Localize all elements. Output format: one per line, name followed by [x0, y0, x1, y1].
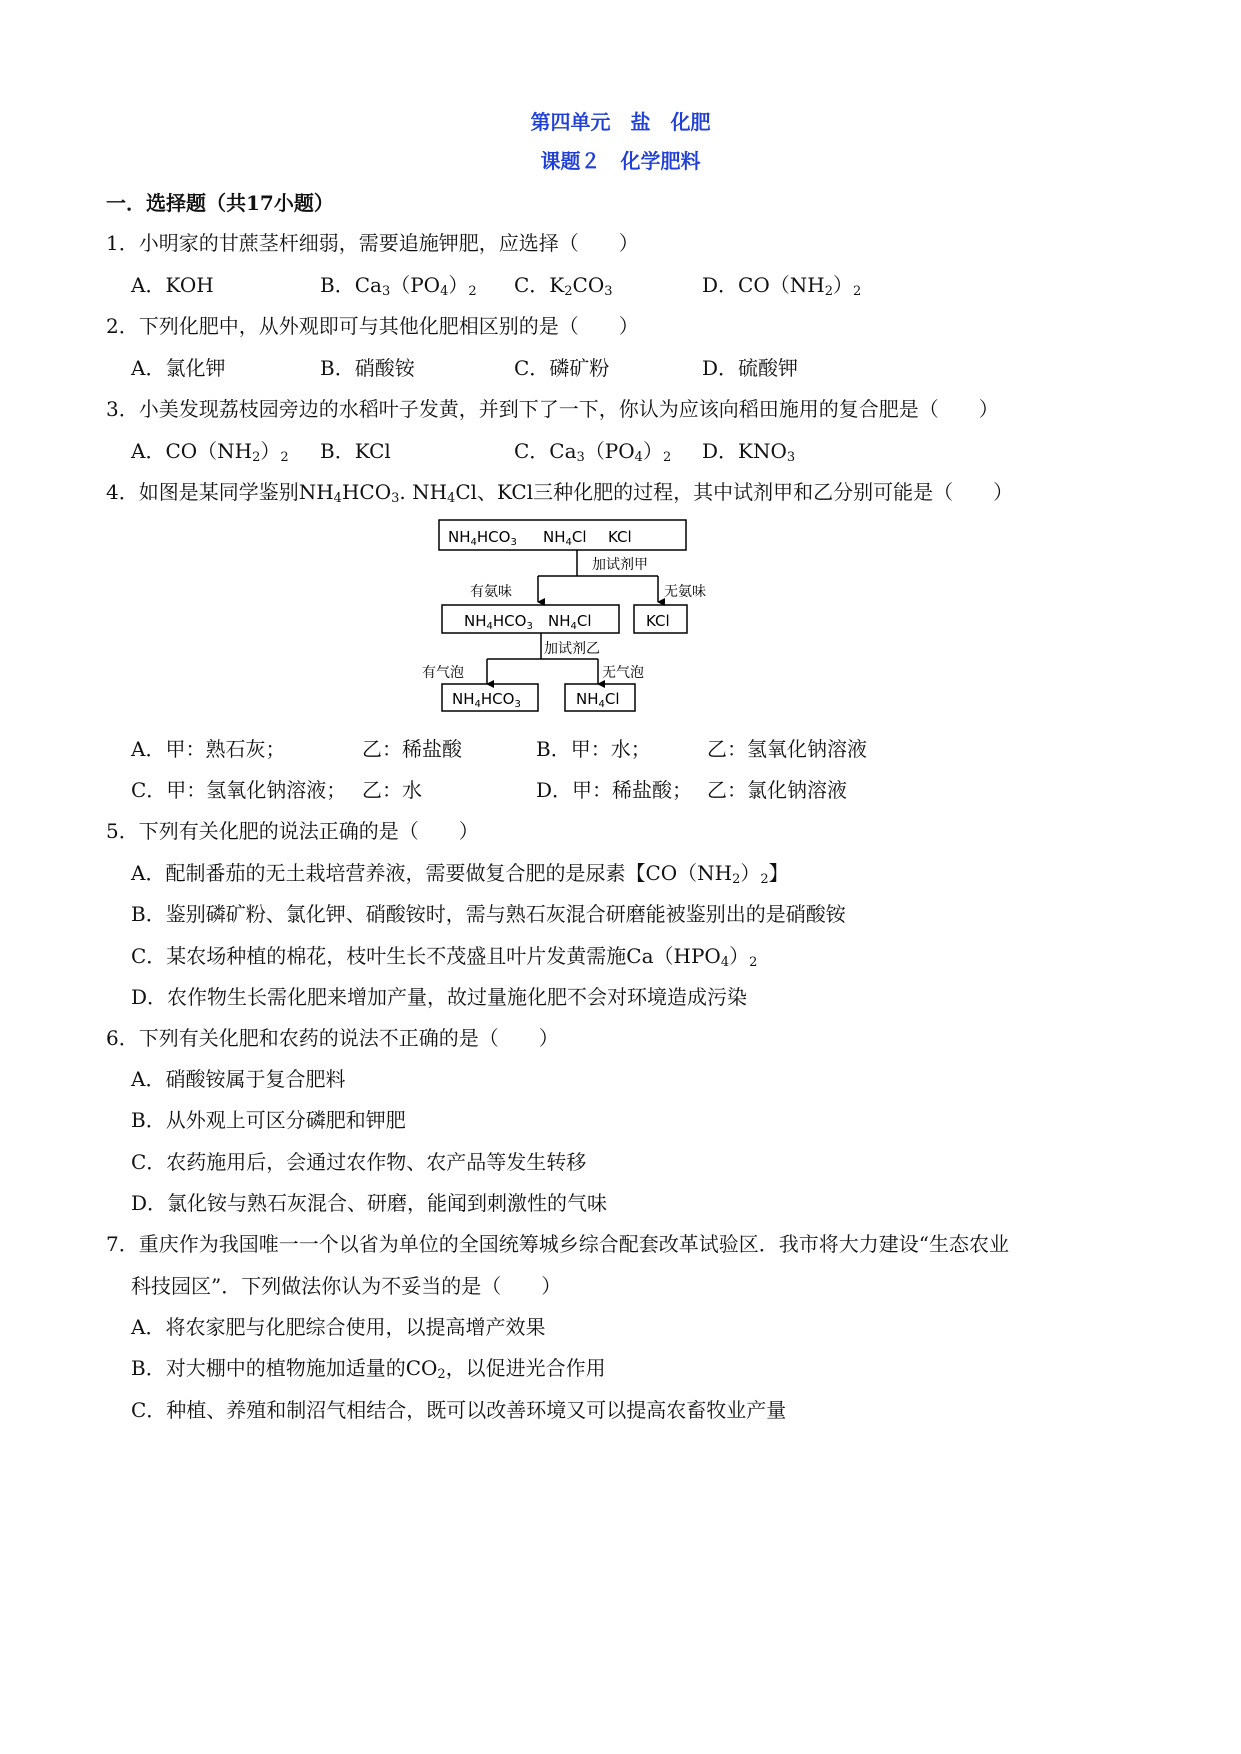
q4-option-c: C．甲：氢氧化钠溶液； 乙：水 [131, 778, 422, 802]
flow-label-ammonia: 有氨味 [470, 584, 512, 600]
question-1-stem: 1．小明家的甘蔗茎杆细弱，需要追施钾肥，应选择（ ） [106, 231, 639, 255]
q4-option-d: D．甲：稀盐酸； 乙：氯化钠溶液 [536, 778, 847, 802]
q2-option-b: B．硝酸铵 [320, 356, 415, 380]
q7-option-a: A．将农家肥与化肥综合使用，以提高增产效果 [131, 1315, 546, 1339]
q2-option-a: A．氯化钾 [131, 356, 226, 380]
question-6-stem: 6．下列有关化肥和农药的说法不正确的是（ ） [106, 1026, 559, 1050]
unit-title: 第四单元 盐 化肥 [530, 110, 711, 134]
flow-bottom-nh4cl: $NH_4Cl$ [576, 690, 620, 710]
q2-option-c: C．磷矿粉 [514, 356, 610, 380]
q3-option-a: A．$CO(NH_2)_2$ [131, 439, 289, 465]
q6-option-d: D．氯化铵与熟石灰混合、研磨，能闻到刺激性的气味 [131, 1191, 608, 1215]
q3-option-c: C．$Ca_3(PO_4)_2$ [514, 439, 672, 465]
q1-option-c: C．$K_2CO_3$ [514, 273, 613, 299]
question-7-stem-line-2: 科技园区”．下列做法你认为不妥当的是（ ） [131, 1274, 562, 1298]
q6-option-c: C．农药施用后，会通过农作物、农产品等发生转移 [131, 1150, 587, 1174]
q4-option-a: A．甲：熟石灰； 乙：稀盐酸 [131, 737, 462, 761]
q1-option-a: A．KOH [131, 273, 214, 297]
flow-mid-nh4cl: $NH_4Cl$ [548, 612, 592, 632]
flow-label-no-ammonia: 无氨味 [664, 584, 706, 600]
q1-option-d: D．$CO(NH_2)_2$ [702, 273, 862, 299]
q4-option-b: B．甲：水； 乙：氢氧化钠溶液 [536, 737, 867, 761]
question-5-stem: 5．下列有关化肥的说法正确的是（ ） [106, 819, 479, 843]
question-7-stem-line-1: 7．重庆作为我国唯一一个以省为单位的全国统筹城乡综合配套改革试验区．我市将大力建设“生态农业 [106, 1232, 1009, 1256]
flow-top-nh4cl: $NH_4Cl$ [543, 528, 587, 548]
section-title: 一．选择题（共17小题） [106, 191, 334, 215]
flow-top-kcl: KCl [608, 528, 632, 546]
flow-bottom-nh4hco3: $NH_4HCO_3$ [452, 690, 521, 710]
q7-option-b: B．对大棚中的植物施加适量的$CO_2$，以促进光合作用 [131, 1356, 606, 1382]
question-3-stem: 3．小美发现荔枝园旁边的水稻叶子发黄，并到下了一下，你认为应该向稻田施用的复合肥是（ ） [106, 397, 999, 421]
flow-reagent-2: 加试剂乙 [544, 641, 600, 657]
q6-option-a: A．硝酸铵属于复合肥料 [131, 1067, 346, 1091]
lesson-title: 课题２ 化学肥料 [540, 149, 701, 173]
question-4-stem: 4．如图是某同学鉴别$NH_4HCO_3$. $NH_4Cl$、KCl三种化肥的过程，其中试剂甲和乙分别可能是（ ） [106, 480, 1014, 506]
q1-option-b: B．$Ca_3(PO_4)_2$ [320, 273, 477, 299]
q2-option-d: D．硫酸钾 [702, 356, 799, 380]
flow-label-no-bubbles: 无气泡 [602, 665, 644, 681]
question-2-stem: 2．下列化肥中，从外观即可与其他化肥相区别的是（ ） [106, 314, 639, 338]
q3-option-d: D．$KNO_3$ [702, 439, 796, 465]
q7-option-c: C．种植、养殖和制沼气相结合，既可以改善环境又可以提高农畜牧业产量 [131, 1398, 787, 1422]
q6-option-b: B．从外观上可区分磷肥和钾肥 [131, 1108, 406, 1132]
flow-label-bubbles: 有气泡 [422, 665, 464, 681]
q5-option-b: B．鉴别磷矿粉、氯化钾、硝酸铵时，需与熟石灰混合研磨能被鉴别出的是硝酸铵 [131, 902, 846, 926]
flow-mid-nh4hco3: $NH_4HCO_3$ [464, 612, 533, 632]
identification-flowchart [422, 514, 706, 714]
flow-top-nh4hco3: $NH_4HCO_3$ [448, 528, 517, 548]
q5-option-c: C．某农场种植的棉花，枝叶生长不茂盛且叶片发黄需施$Ca(HPO_4)_2$ [131, 944, 758, 970]
flow-kcl-label: KCl [646, 612, 670, 630]
q5-option-d: D．农作物生长需化肥来增加产量，故过量施化肥不会对环境造成污染 [131, 985, 748, 1009]
q5-option-a: A．配制番茄的无土栽培营养液，需要做复合肥的是尿素【$CO(NH_2)_2$】 [131, 861, 789, 887]
flow-reagent-1: 加试剂甲 [592, 557, 648, 573]
q3-option-b: B．KCl [320, 439, 391, 463]
